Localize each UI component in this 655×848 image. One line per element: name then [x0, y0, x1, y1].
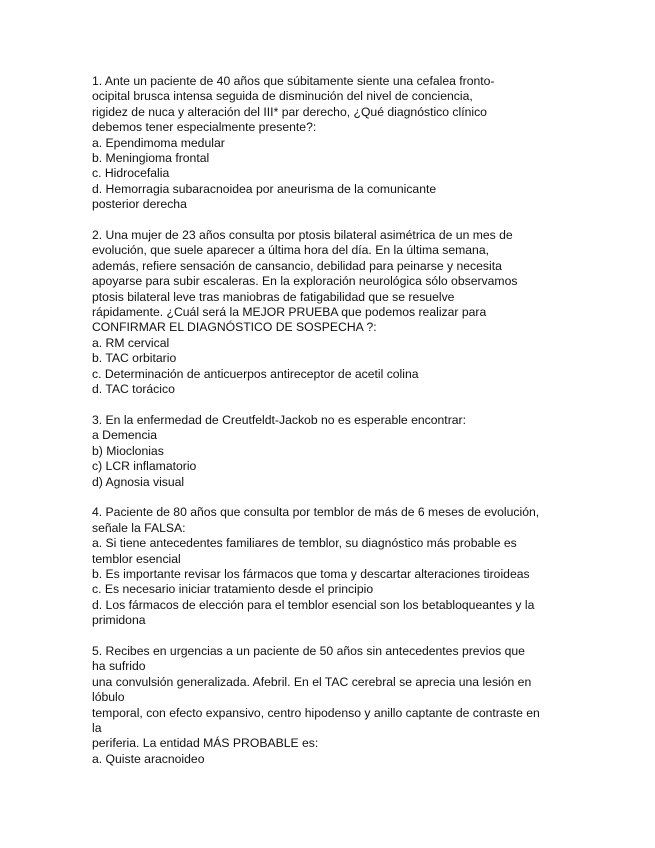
question-5-line: una convulsión generalizada. Afebril. En el TAC cerebral se aprecia una lesión en [92, 674, 532, 689]
question-4 [92, 505, 572, 628]
question-4-option-a-cont: temblor esencial [92, 551, 181, 566]
question-1-option-b: b. Meningioma frontal [92, 151, 210, 166]
question-2-line: ptosis bilateral leve tras maniobras de fatigabilidad que se resuelve [92, 289, 455, 304]
question-2-option-d: d. TAC torácico [92, 382, 175, 397]
question-1-option-a: a. Ependimoma medular [92, 135, 225, 150]
question-5 [92, 644, 572, 767]
question-2-line: evolución, que suele aparecer a última hora del día. En la última semana, [92, 243, 490, 258]
question-2-line: apoyarse para subir escaleras. En la exploración neurológica sólo observamos [92, 274, 518, 289]
question-3-option-d: d) Agnosia visual [92, 474, 185, 489]
question-5-line: ha sufrido [92, 659, 146, 674]
question-4-line: 4. Paciente de 80 años que consulta por temblor de más de 6 meses de evolución, [92, 505, 540, 520]
question-2-option-b: b. TAC orbitario [92, 351, 177, 366]
question-2-line: además, refiere sensación de cansancio, debilidad para peinarse y necesita [92, 258, 502, 273]
question-3-option-a: a Demencia [92, 428, 158, 443]
question-2-line: CONFIRMAR EL DIAGNÓSTICO DE SOSPECHA ?: [92, 320, 377, 335]
question-4-option-b: b. Es importante revisar los fármacos que toma y descartar alteraciones tiroideas [92, 566, 530, 581]
question-4-option-a: a. Si tiene antecedentes familiares de temblor, su diagnóstico más probable es [92, 536, 517, 551]
question-5-line: lóbulo [92, 690, 125, 705]
question-4-line: señale la FALSA: [92, 520, 186, 535]
question-1-option-c: c. Hidrocefalia [92, 166, 170, 181]
document-page [92, 74, 572, 783]
question-5-line: periferia. La entidad MÁS PROBABLE es: [92, 736, 319, 751]
question-5-line: 5. Recibes en urgencias a un paciente de 50 años sin antecedentes previos que [92, 643, 525, 658]
question-4-option-d-cont: primidona [92, 613, 146, 628]
question-3-option-c: c) LCR inflamatorio [92, 459, 197, 474]
question-5-line: la [92, 721, 102, 735]
question-2-option-a: a. RM cervical [92, 335, 170, 350]
question-3-option-b: b) Mioclonias [92, 443, 164, 458]
question-1-option-d-cont: posterior derecha [92, 197, 187, 212]
question-1-option-d: d. Hemorragia subaracnoidea por aneurisma de la comunicante [92, 181, 437, 196]
question-1-line: rigidez de nuca y alteración del III* par derecho, ¿Qué diagnóstico clínico [92, 104, 487, 119]
question-2-option-c: c. Determinación de anticuerpos antireceptor de acetil colina [92, 366, 419, 381]
question-1-line: debemos tener especialmente presente?: [92, 120, 317, 135]
question-1-line: 1. Ante un paciente de 40 años que súbitamente siente una cefalea fronto- [92, 74, 495, 88]
question-1 [92, 74, 572, 213]
question-2-line: 2. Una mujer de 23 años consulta por ptosis bilateral asimétrica de un mes de [92, 228, 513, 243]
question-3-line: 3. En la enfermedad de Creutfeldt-Jackob no es esperable encontrar: [92, 412, 466, 427]
question-2-line: rápidamente. ¿Cuál será la MEJOR PRUEBA que podemos realizar para [92, 305, 487, 320]
question-5-line: temporal, con efecto expansivo, centro hipodenso y anillo captante de contraste en [92, 705, 540, 720]
question-3 [92, 413, 572, 490]
question-2 [92, 228, 572, 397]
question-4-option-d: d. Los fármacos de elección para el temblor esencial son los betabloqueantes y la [92, 597, 535, 612]
question-4-option-c: c. Es necesario iniciar tratamiento desde el principio [92, 582, 374, 597]
question-1-line: ocipital brusca intensa seguida de disminución del nivel de conciencia, [92, 89, 473, 104]
question-5-option-a: a. Quiste aracnoideo [92, 751, 205, 766]
